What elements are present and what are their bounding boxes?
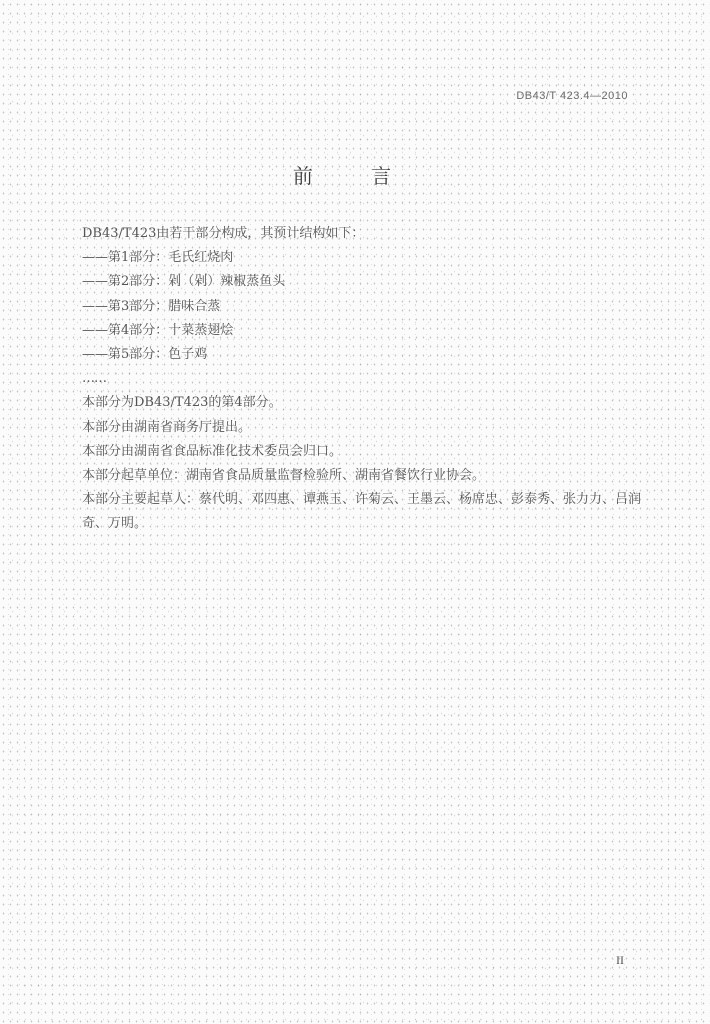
foreword-body [60, 222, 650, 537]
part-list-item: ——第4部分：十菜蒸翅烩 [82, 322, 234, 338]
page-number: II [616, 953, 624, 967]
statement-paragraph: 本部分由湖南省食品标准化技术委员会归口。 [82, 443, 343, 459]
part-list-item: ——第2部分：剁（剁）辣椒蒸鱼头 [82, 274, 286, 290]
statement-paragraph: 本部分为DB43/T423的第4部分。 [82, 395, 282, 411]
intro-paragraph: DB43/T423由若干部分构成，其预计结构如下： [82, 226, 365, 241]
drafters-paragraph: 本部分主要起草人：蔡代明、邓四惠、谭燕玉、许菊云、王墨云、杨席忠、彭泰秀、张力力、吕润奇、万明。 [82, 492, 642, 532]
list-ellipsis: …… [82, 371, 106, 387]
page-title: 前 言 [292, 164, 418, 188]
statement-paragraph: 本部分起草单位：湖南省食品质量监督检验所、湖南省餐饮行业协会。 [82, 468, 486, 484]
statement-paragraph: 本部分由湖南省商务厅提出。 [82, 419, 252, 435]
part-list-item: ——第3部分：腊味合蒸 [82, 298, 221, 314]
standard-code: DB43/T 423.4—2010 [516, 90, 628, 102]
part-list-item: ——第5部分：色子鸡 [82, 347, 208, 363]
part-list-item: ——第1部分：毛氏红烧肉 [82, 250, 234, 266]
